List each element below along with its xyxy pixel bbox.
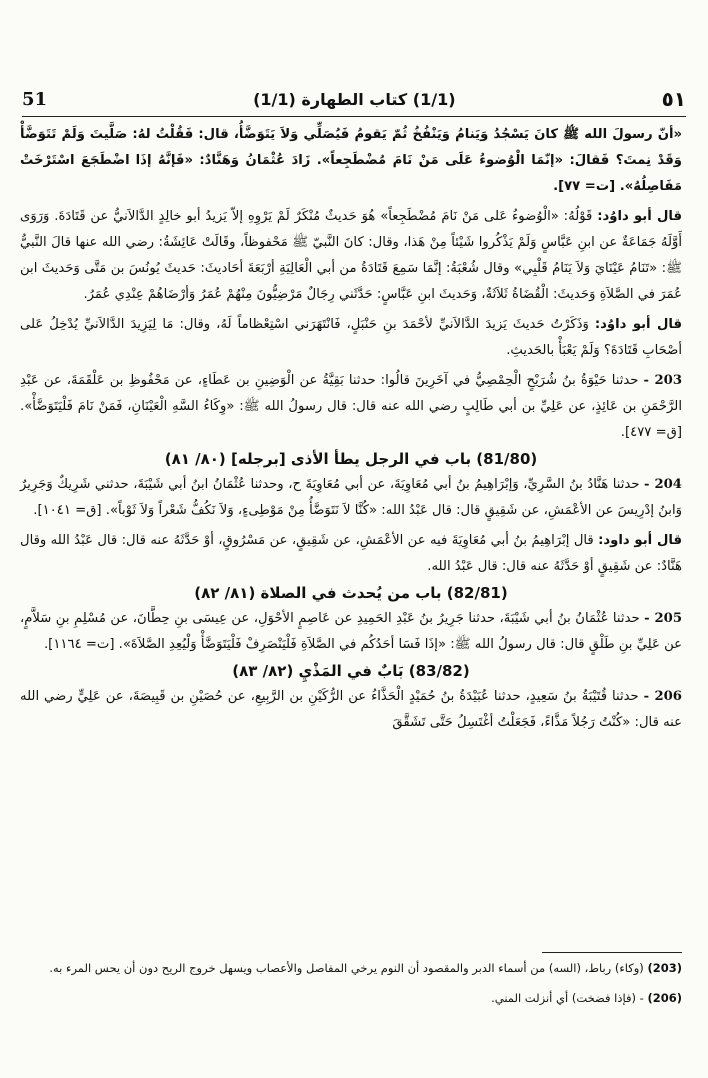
text-line: وَلَمْ تَتَوَضَّأْ وَقَدْ نِمتَ؟ فَقالَ: «إنّمَا الْوُضوءُ عَلَى مَنْ نَامَ مُضْطَجِعاً». زَادَ عُثْمَانُ وَهَنَّادٌ: «فَإنَّهُ إذَا <box>20 127 682 168</box>
comment-label: قال أبو داوُد: <box>594 317 683 332</box>
comment-text: قَوْلُهُ: «الْوُضوءُ عَلى مَنْ نَامَ مُضْطَجِعاً» هُوَ حَديثٌ مُنْكَرٌ لَمْ يَرْوِهِ إلاّ يَزيدُ أبو خالِدٍ الدَّالاَنيُّ عن قَتَادَةَ. وَرَوَى أَوَّلَهُ جَمَاعَةٌ عن ابنِ عَبَّاسٍ وَلَمْ يَذْكُروا شَيْئاً مِنْ هَذا، وقال: كانَ النَّبيّ ﷺ مَحْفوظاً، وقَالَتْ عَائِشَةُ: رضي الله عنها قالَ النَّبيُّ ﷺ: «تَنَامُ عَيْنَايَ وَلاَ يَنَامُ قَلْبِي» وقال شُعْبَةُ: إنَّمَا سَمِعَ قَتَادَةُ من أبي الْعَالِيَةِ أرْبَعَةَ أحَاديثَ: حَديثَ يُونُسَ بن مَتَّى وَحَديثَ ابن عُمَرَ في الصَّلاَةِ وَحَديثَ: الْقُضَاةُ ثَلاَثَةٌ، وَحَديثَ ابنِ عَبَّاسٍ: حَدَّثَني رِجَالٌ مَرْضِيُّونَ مِنْهُمْ عُمَرُ وَأرْضَاهُمْ عِنْدِي عُمَرُ. <box>20 209 682 302</box>
hadith-text: حدثنا قُتَيْبَةُ بنُ سَعِيدٍ، حدثنا عُبَيْدَةُ بنُ حُمَيْدٍ الْحَذَّاءُ عن الرُّكَيْنِ بن الرَّبِيعِ، عن حُصَيْنِ بن قَبِيصَةَ، عن عَلِيٍّ رضي الله عنه قال: «كُنْتُ رَجُلاً مَذَّاءً، فَجَعَلْتُ أغْتَسِلُ حَتَّى تَشَقَّقَ <box>20 689 682 730</box>
hadith-text: حدثنا حَيْوَةُ بنُ شُرَيْحٍ الْحِمْصِيُّ في آخَرِينَ قالُوا: حدثنا بَقِيَّةُ عن الْوَضِينِ بن عَطَاءٍ، عن مَحْفُوظِ بن عَلْقَمَةَ، عن عَبْدِ الرَّحْمَنِ بن عَائِذٍ، عن عَلِيِّ بن أبي طَالِبٍ رضي الله عنه قال: قال رسولُ الله ﷺ: «وِكَاءُ السَّهِ الْعَيْنَانِ، فَمَنْ نَامَ فَلْيَتَوَضَّأْ». [ق= ٤٧٧]. <box>20 373 682 440</box>
hadith-text: حدثنا هَنَّادُ بنُ السَّرِيِّ، وَإبْرَاهِيمُ بنُ أبي مُعَاوِيَةَ، عن أبي مُعَاوِيَةَ ح، وحدثنا عُثْمَانُ ابنُ أبي شَيْبَةَ، حدثني شَرِيكٌ وَجَرِيرٌ وَابنُ إدْرِيسَ عن الأعْمَشِ، عن شَقِيقٍ قال: قال عَبْدُ الله: «كُنَّا لاَ نَتَوَضَّأُ مِنْ مَوْطِىءٍ، وَلاَ نَكُفُّ شَعْراً وَلاَ ثَوْباً». [ق= ١٠٤١]. <box>20 477 682 518</box>
hadith-number: 206 - <box>643 689 682 704</box>
hadith-continuation <box>20 122 682 200</box>
hadith-205 <box>20 606 682 658</box>
footnote-text: - (فإذا فضخت) أي أنزلت المني. <box>491 991 644 1005</box>
footnote-text: (وكاء) رباط، (السه) من أسماء الدبر والمقصود أن النوم يرخي المفاصل والأعصاب ويسهل خروج الريح دون أن يحس المرء به. <box>49 961 644 975</box>
page-number-latin: 51 <box>22 88 48 110</box>
footnote-rule <box>542 952 682 953</box>
comment-text: قال إبْرَاهِيمُ بنُ أبي مُعَاوِيَةَ فيه عن الأعْمَشِ، عن شَقِيقٍ، عن مَسْرُوقٍ، أوْ حَدَّثَهُ عنه قال: قال عَبْدُ الله وقال هَنَّادٌ: عن شَقِيقٍ أوْ حَدَّثَهُ عنه قال: قال عَبْدُ الله. <box>20 533 682 574</box>
running-title: (1/1) كتاب الطهارة (1/1) <box>253 89 456 109</box>
header-rule <box>22 116 686 117</box>
chapter-heading: (82/81) باب من يُحدث في الصلاة (٨١/ ٨٢) <box>194 584 508 602</box>
footnotes <box>24 958 682 1008</box>
text-line: «أنّ رسولَ الله ﷺ كانَ يَسْجُدُ وَيَنامُ وَيَنْفُخُ ثُمّ يَقومُ فَيُصَلِّي وَلاَ يَتَوَضَّأُ، قال: فَقُلْتُ لهُ: صَلَّيتَ <box>89 127 682 142</box>
comment-text: وَذَكَرْتُ حَديثَ يَزيدَ الدَّالاَنيِّ لأحْمَدَ بنِ حَنْبَلٍ، فَانْتَهَرَني اسْتِعْظاماً لَهُ، وقال: مَا لِيَزِيدَ الدَّالاَنيِّ يُدْخِلُ عَلى أصْحَابِ قَتَادَةَ؟ وَلَمْ يَعْبَأْ بالحَديثِ. <box>20 317 682 358</box>
comment-label: قال أبو داوُد: <box>597 209 682 224</box>
abu-dawud-comment <box>20 528 682 580</box>
comment-label: قال أبو داود: <box>598 533 682 548</box>
abu-dawud-comment <box>20 312 682 364</box>
footnote-206 <box>24 988 682 1008</box>
footnote-203 <box>24 958 682 978</box>
footnote-number: (206) <box>647 991 682 1005</box>
hadith-text: حدثنا عُثْمَانُ بنُ أبي شَيْبَةَ، حدثنا جَرِيرُ بنُ عَبْدِ الحَمِيدِ عن عَاصِمٍ الأحْوَلِ، عن عِيسَى بنِ حِطَّانَ، عن مُسْلِمِ بنِ سَلاَّمٍ، عن عَلِيِّ بنِ طَلْقٍ قال: قال رسولُ الله ﷺ: «إذَا فَسَا أحَدُكُم في الصَّلاَةِ فَلْيَنْصَرِفْ فَلْيَتَوَضَّأْ وَلْيُعِدِ الصَّلاَةَ». [ت= ١١٦٤]. <box>20 611 682 652</box>
chapter-heading: (83/82) بَابٌ في المَذْيِ (٨٢/ ٨٣) <box>232 662 470 680</box>
main-text <box>20 122 682 736</box>
footnote-number: (203) <box>647 961 682 975</box>
abu-dawud-comment <box>20 204 682 308</box>
page-number-arabic: ٥١ <box>661 87 686 111</box>
page-header <box>22 84 686 114</box>
hadith-203 <box>20 368 682 446</box>
hadith-number: 203 - <box>643 373 682 388</box>
hadith-206 <box>20 684 682 736</box>
hadith-204 <box>20 472 682 524</box>
text-line: اضْطَجَعَ اسْتَرْخَتْ مَفَاصِلُهُ». [ت= ٧٧]. <box>20 153 682 194</box>
hadith-number: 204 - <box>644 477 682 492</box>
chapter-heading: (81/80) باب في الرجل يطأ الأذى [برجله] (٨٠/ ٨١) <box>164 450 538 468</box>
hadith-number: 205 - <box>644 611 682 626</box>
